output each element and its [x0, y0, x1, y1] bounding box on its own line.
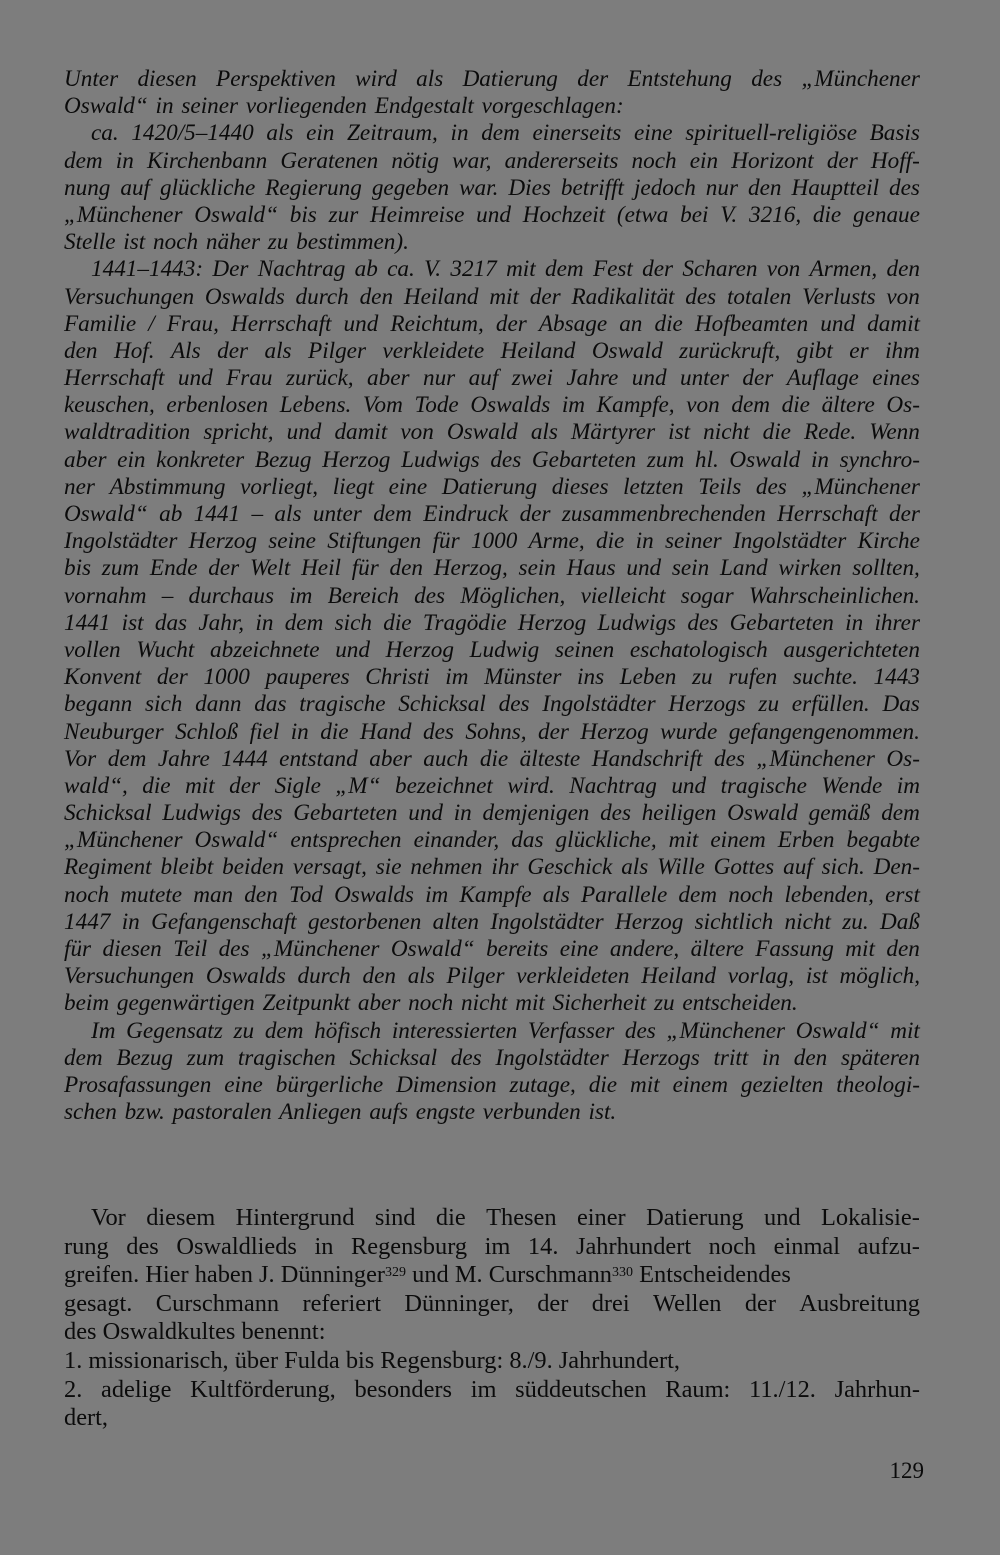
quote-line: wald“, die mit der Sigle „M“ bezeichnet wird. Nachtrag und tragische Wende im — [64, 772, 920, 799]
body-line: Vor diesem Hintergrund sind die Thesen einer Datierung und Lokalisie- — [91, 1204, 920, 1231]
quote-line: Versuchungen Oswalds durch den Heiland mit der Radikalität des totalen Verlusts von — [64, 283, 920, 310]
quote-line: dem Bezug zum tragischen Schicksal des Ingolstädter Herzogs tritt in den späteren — [64, 1044, 920, 1071]
quote-line: noch mutete man den Tod Oswalds im Kampfe als Parallele dem noch lebenden, erst — [64, 881, 920, 908]
quote-line: dem in Kirchenbann Geratenen nötig war, andererseits noch ein Horizont der Hoff- — [64, 147, 920, 174]
footnote-ref[interactable]: 330 — [612, 1265, 633, 1281]
quote-line: Im Gegensatz zu dem höfisch interessierten Verfasser des „Münchener Oswald“ mit — [91, 1017, 920, 1044]
quote-line: Regiment bleibt beiden versagt, sie nehmen ihr Geschick als Wille Gottes auf sich. Den- — [64, 854, 920, 881]
quote-line: Familie / Frau, Herrschaft und Reichtum, der Absage an die Hofbeamten und damit — [64, 310, 920, 337]
quote-line: 1441–1443: Der Nachtrag ab ca. V. 3217 mit dem Fest der Scharen von Armen, den — [91, 256, 920, 283]
quote-line: ner Abstimmung vorliegt, liegt eine Datierung dieses letzten Teils des „Münchener — [64, 473, 920, 500]
body-line: gesagt. Curschmann referiert Dünninger, der drei Wellen der Ausbreitung — [64, 1289, 920, 1317]
body-line: rung des Oswaldlieds in Regensburg im 14. Jahrhundert noch einmal aufzu- — [64, 1232, 920, 1260]
quote-line: vornahm – durchaus im Bereich des Möglichen, vielleicht sogar Wahrscheinlichen. — [64, 582, 920, 609]
quote-line: 1447 in Gefangenschaft gestorbenen alten Ingolstädter Herzog sichtlich nicht zu. Daß — [64, 908, 920, 935]
quote-line: für diesen Teil des „Münchener Oswald“ bereits eine andere, ältere Fassung mit den — [64, 936, 920, 962]
quote-line: Oswald“ in seiner vorliegenden Endgestalt vorgeschlagen: — [64, 93, 624, 120]
quote-line: Ingolstädter Herzog seine Stiftungen für 1000 Arme, die in seiner Ingolstädter Kirche — [64, 528, 920, 555]
quote-line: „Münchener Oswald“ bis zur Heimreise und Hochzeit (etwa bei V. 3216, die genaue — [64, 201, 920, 228]
quote-line: begann sich dann das tragische Schicksal des Ingolstädter Herzogs zu erfüllen. Das — [64, 691, 920, 718]
quote-line: Konvent der 1000 pauperes Christi im Münster ins Leben zu rufen suchte. 1443 — [64, 664, 920, 691]
quote-line: Neuburger Schloß fiel in die Hand des Sohns, der Herzog wurde gefangengenommen. — [64, 718, 920, 745]
quote-line: Versuchungen Oswalds durch den als Pilger verkleideten Heiland vorlag, ist möglich, — [64, 963, 920, 990]
quote-line: ca. 1420/5–1440 als ein Zeitraum, in dem einerseits eine spirituell-religiöse Basis — [91, 120, 920, 147]
quote-line: vollen Wucht abzeichnete und Herzog Ludwig seinen eschatologisch ausgerichteten — [64, 636, 920, 663]
quote-line: aber ein konkreter Bezug Herzog Ludwigs des Gebarteten zum hl. Oswald in synchro- — [64, 446, 920, 473]
quote-line: Unter diesen Perspektiven wird als Datierung der Entstehung des „Münchener — [64, 66, 920, 92]
quote-line: den Hof. Als der als Pilger verkleidete Heiland Oswald zurückruft, gibt er ihm — [64, 337, 920, 364]
quote-line: Vor dem Jahre 1444 entstand aber auch die älteste Handschrift des „Münchener Os- — [64, 745, 920, 772]
quote-line: Prosafassungen eine bürgerliche Dimension zutage, die mit einem gezielten theologi- — [64, 1071, 920, 1098]
quote-line: schen bzw. pastoralen Anliegen aufs engste verbunden ist. — [64, 1099, 617, 1126]
quote-block — [64, 66, 920, 1126]
body-paragraph — [64, 1204, 920, 1433]
quote-line: 1441 ist das Jahr, in dem sich die Tragödie Herzog Ludwigs des Gebarteten in ihrer — [64, 609, 920, 636]
quote-line: „Münchener Oswald“ entsprechen einander, das glückliche, mit einem Erben begabte — [64, 827, 920, 854]
list-item: 2. adelige Kultförderung, besonders im süddeutschen Raum: 11./12. Jahrhun- — [64, 1375, 920, 1403]
body-text: greifen. Hier haben J. Dünninger$^{329}$ und M. Curschmann$^{330}$ Entscheidendes — [64, 1261, 791, 1289]
footnote-ref[interactable]: 329 — [385, 1265, 407, 1281]
body-line — [64, 1261, 920, 1290]
quote-line: keuschen, erbenlosen Lebens. Vom Tode Oswalds im Kampfe, von dem die ältere Os- — [64, 392, 920, 419]
quote-line: bis zum Ende der Welt Heil für den Herzog, sein Haus und sein Land wirken sollten, — [64, 555, 920, 582]
quote-line: Herrschaft und Frau zurück, aber nur auf zwei Jahre und unter der Auflage eines — [64, 365, 920, 392]
quote-line: waldtradition spricht, und damit von Oswald als Märtyrer ist nicht die Rede. Wenn — [64, 419, 920, 446]
quote-line: Oswald“ ab 1441 – als unter dem Eindruck der zusammenbrechenden Herrschaft der — [64, 501, 920, 527]
quote-line: Stelle ist noch näher zu bestimmen). — [64, 229, 409, 256]
list-item: 1. missionarisch, über Fulda bis Regensburg: 8./9. Jahrhundert, — [64, 1346, 681, 1374]
quote-line: nung auf glückliche Regierung gegeben war. Dies betrifft jedoch nur den Hauptteil des — [64, 174, 920, 201]
quote-line: beim gegenwärtigen Zeitpunkt aber noch nicht mit Sicherheit zu entscheiden. — [64, 990, 798, 1017]
quote-line: Schicksal Ludwigs des Gebarteten und in demjenigen des heiligen Oswald gemäß dem — [64, 800, 920, 827]
body-line: des Oswaldkultes benennt: — [64, 1318, 326, 1346]
page-number: 129 — [889, 1458, 924, 1483]
list-item-continuation: dert, — [64, 1404, 109, 1432]
